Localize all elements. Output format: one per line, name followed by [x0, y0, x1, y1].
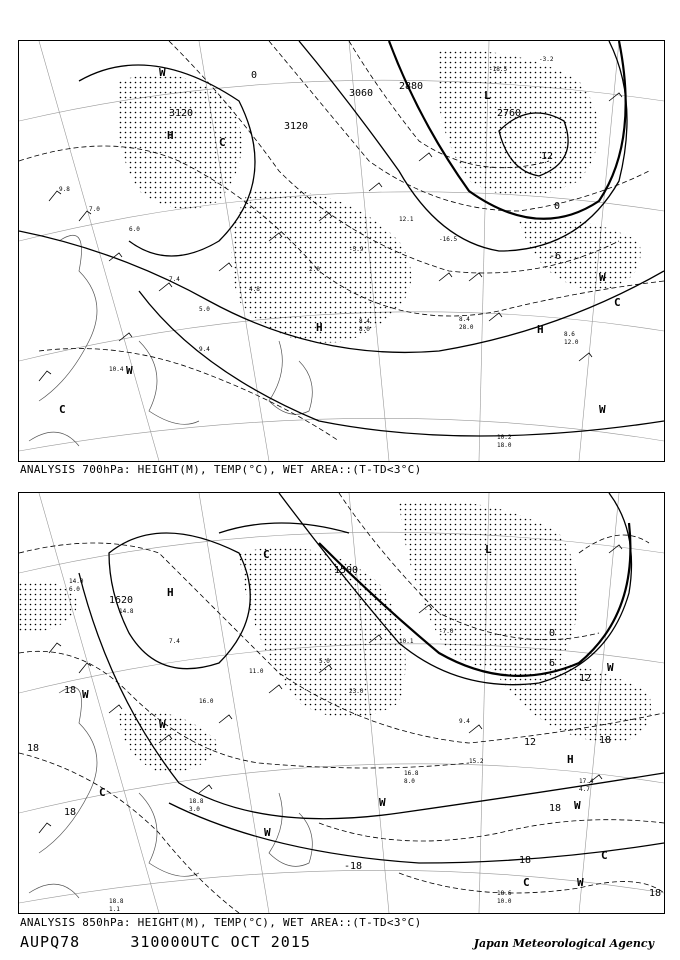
svg-text:18.6: 18.6: [497, 890, 512, 897]
temp-label: 0: [549, 628, 556, 639]
svg-text:3.0: 3.0: [189, 806, 200, 813]
temp-label: 6: [549, 658, 556, 669]
system-marker: W: [264, 826, 271, 839]
system-marker: C: [523, 876, 530, 889]
system-marker: C: [219, 136, 226, 149]
svg-text:2.0: 2.0: [309, 266, 320, 273]
svg-text:6.0: 6.0: [69, 586, 80, 593]
svg-text:15.2: 15.2: [469, 758, 484, 765]
temp-label: 0: [251, 70, 258, 81]
svg-text:16.0: 16.0: [199, 698, 214, 705]
svg-text:4.8: 4.8: [249, 286, 260, 293]
svg-text:8.4: 8.4: [359, 318, 370, 325]
caption-850hpa: ANALYSIS 850hPa: HEIGHT(M), TEMP(°C), WET AREA::(T-TD<3°C): [20, 916, 422, 929]
map-panel-850hpa: [18, 492, 665, 914]
temp-label: 18: [64, 807, 77, 818]
svg-text:8.0: 8.0: [404, 778, 415, 785]
agency-credit: Japan Meteorological Agency: [473, 937, 654, 950]
map-850hpa-svg: [19, 493, 664, 913]
caption-700hpa: ANALYSIS 700hPa: HEIGHT(M), TEMP(°C), WET AREA::(T-TD<3°C): [20, 463, 422, 476]
system-marker: W: [599, 403, 606, 416]
system-marker: C: [59, 403, 66, 416]
temp-label: 18: [649, 888, 662, 899]
temp-label: 12: [524, 737, 537, 748]
svg-text:5.0: 5.0: [319, 658, 330, 665]
svg-text:5.0: 5.0: [199, 306, 210, 313]
svg-text:10.0: 10.0: [497, 898, 512, 905]
svg-text:7.4: 7.4: [169, 638, 180, 645]
svg-text:9.8: 9.8: [59, 186, 70, 193]
temp-label: 18: [64, 685, 77, 696]
svg-text:18.8: 18.8: [109, 898, 124, 905]
temp-label: 0: [554, 201, 561, 212]
system-marker: C: [601, 849, 608, 862]
temp-label: 18: [519, 855, 532, 866]
svg-text:9.4: 9.4: [459, 718, 470, 725]
chart-id: AUPQ78: [20, 933, 81, 951]
svg-text:4.7: 4.7: [579, 786, 590, 793]
svg-text:-5.9: -5.9: [349, 246, 364, 253]
temp-label: -6: [549, 251, 562, 262]
svg-text:-18.5: -18.5: [489, 66, 508, 73]
temp-label: 12: [541, 151, 554, 162]
height-label: 2760: [497, 108, 522, 119]
svg-text:12.0: 12.0: [564, 339, 579, 346]
height-label: 3120: [284, 121, 309, 132]
height-label: 3060: [349, 88, 374, 99]
system-marker: W: [82, 688, 89, 701]
height-label: 1620: [109, 595, 134, 606]
map-700hpa-svg: [19, 41, 664, 461]
temp-label: 12: [579, 673, 592, 684]
system-marker: W: [379, 796, 386, 809]
chart-identifier: [20, 933, 311, 951]
system-marker: C: [263, 548, 270, 561]
svg-text:12.1: 12.1: [399, 216, 414, 223]
svg-text:14.8: 14.8: [119, 608, 134, 615]
svg-text:1.1: 1.1: [109, 906, 120, 913]
svg-text:16.8: 16.8: [404, 770, 419, 777]
system-marker: L: [484, 89, 491, 102]
height-label: 3120: [169, 108, 194, 119]
svg-text:8.6: 8.6: [564, 331, 575, 338]
system-marker: W: [159, 66, 166, 79]
height-label: 2880: [399, 81, 424, 92]
svg-text:7.4: 7.4: [169, 276, 180, 283]
map-panel-700hpa: [18, 40, 665, 462]
svg-text:11.0: 11.0: [249, 668, 264, 675]
svg-text:9.4: 9.4: [199, 346, 210, 353]
temp-label: -18: [344, 861, 363, 872]
system-marker: H: [567, 753, 574, 766]
svg-text:-7.0: -7.0: [439, 628, 454, 635]
svg-text:23.0: 23.0: [349, 688, 364, 695]
svg-text:18.0: 18.0: [497, 442, 512, 449]
svg-text:10.2: 10.2: [497, 434, 512, 441]
system-marker: C: [614, 296, 621, 309]
system-marker: W: [607, 661, 614, 674]
system-marker: W: [159, 718, 166, 731]
system-marker: W: [599, 271, 606, 284]
system-marker: C: [99, 786, 106, 799]
svg-text:10.1: 10.1: [399, 638, 414, 645]
svg-text:18.8: 18.8: [189, 798, 204, 805]
height-label: 1500: [334, 565, 359, 576]
svg-text:8.4: 8.4: [459, 316, 470, 323]
svg-text:10.4: 10.4: [109, 366, 124, 373]
svg-text:17.4: 17.4: [579, 778, 594, 785]
system-marker: W: [574, 799, 581, 812]
system-marker: L: [485, 543, 492, 556]
system-marker: W: [577, 876, 584, 889]
temp-label: 18: [599, 735, 612, 746]
system-marker: H: [316, 321, 323, 334]
svg-text:28.0: 28.0: [459, 324, 474, 331]
system-marker: H: [537, 323, 544, 336]
svg-text:8.0: 8.0: [359, 326, 370, 333]
svg-text:6.0: 6.0: [129, 226, 140, 233]
svg-text:-16.5: -16.5: [439, 236, 458, 243]
svg-text:-3.2: -3.2: [539, 56, 554, 63]
temp-label: 18: [549, 803, 562, 814]
system-marker: W: [126, 364, 133, 377]
chart-datetime: 310000UTC OCT 2015: [130, 933, 311, 951]
svg-text:14.0: 14.0: [69, 578, 84, 585]
temp-label: 18: [27, 743, 40, 754]
wet-area-700: [117, 50, 641, 342]
system-marker: H: [167, 586, 174, 599]
svg-text:7.0: 7.0: [89, 206, 100, 213]
system-marker: H: [167, 129, 174, 142]
